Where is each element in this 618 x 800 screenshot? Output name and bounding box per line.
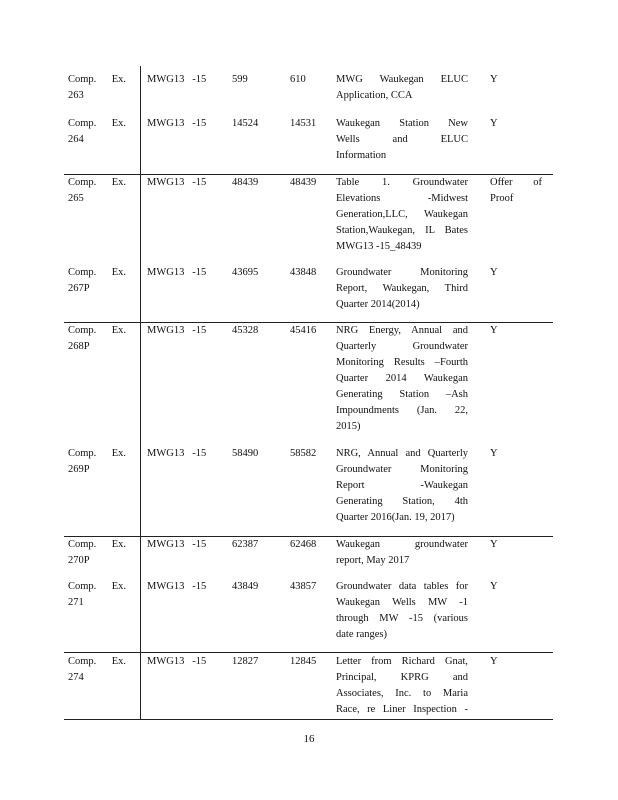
- bates-end-cell: 58582: [290, 448, 317, 459]
- status-cell: [490, 116, 542, 132]
- status-cell: [490, 72, 542, 88]
- exhibit-cell: [68, 72, 126, 104]
- description-line: report, May 2017: [336, 555, 410, 566]
- bates-start-cell: 43849: [232, 581, 259, 592]
- description-line: Waukegan groundwater: [336, 539, 468, 550]
- exhibit-cell: [68, 446, 126, 478]
- exhibit-prefix: Comp.: [68, 267, 97, 278]
- status-line: Y: [490, 448, 498, 459]
- description-cell: [336, 265, 468, 313]
- description-line: Information: [336, 150, 387, 161]
- description-line: Application, CCA: [336, 90, 413, 101]
- exhibit-label: [68, 116, 126, 132]
- description-line: Groundwater data tables for: [336, 581, 468, 592]
- exhibit-label: [68, 579, 126, 595]
- description-line: MWG Waukegan ELUC: [336, 74, 468, 85]
- exhibit-number: 267P: [68, 283, 90, 294]
- description-line: 2015): [336, 421, 361, 432]
- description-line: Monitoring Results –Fourth: [336, 357, 468, 368]
- description-line: Quarter 2014(2014): [336, 299, 420, 310]
- doc-group-cell: MWG13 -15: [147, 539, 207, 550]
- description-line: Generation,LLC, Waukegan: [336, 209, 468, 220]
- description-cell: [336, 579, 468, 643]
- description-line: Report, Waukegan, Third: [336, 283, 468, 294]
- bates-end-cell: 14531: [290, 118, 317, 129]
- exhibit-label: [68, 537, 126, 553]
- description-line: Principal, KPRG and: [336, 672, 468, 683]
- status-cell: [490, 579, 542, 595]
- description-line: Impoundments (Jan. 22,: [336, 405, 468, 416]
- exhibit-number: 268P: [68, 341, 90, 352]
- status-line: Y: [490, 656, 498, 667]
- exhibit-prefix: Comp.: [68, 177, 97, 188]
- exhibit-cell: [68, 537, 126, 569]
- description-line: NRG Energy, Annual and: [336, 325, 468, 336]
- status-line: Y: [490, 267, 498, 278]
- exhibit-number: 270P: [68, 555, 90, 566]
- exhibit-label: [68, 265, 126, 281]
- bates-start-cell: 12827: [232, 656, 259, 667]
- exhibit-prefix: Comp.: [68, 118, 97, 129]
- description-line: MWG13 -15_48439: [336, 241, 422, 252]
- description-line: Waukegan Station New: [336, 118, 468, 129]
- description-line: Groundwater Monitoring: [336, 267, 468, 278]
- exhibit-cell: [68, 323, 126, 355]
- exhibit-prefix: Comp.: [68, 325, 97, 336]
- description-cell: [336, 537, 468, 569]
- exhibit-abbrev: Ex.: [111, 74, 126, 85]
- exhibit-abbrev: Ex.: [111, 448, 126, 459]
- description-line: Station,Waukegan, IL Bates: [336, 225, 468, 236]
- exhibit-abbrev: Ex.: [111, 539, 126, 550]
- bates-start-cell: 45328: [232, 325, 259, 336]
- bates-end-cell: 48439: [290, 177, 317, 188]
- exhibit-cell: [68, 654, 126, 686]
- status-cell: [490, 265, 542, 281]
- bates-end-cell: 43857: [290, 581, 317, 592]
- bates-end-cell: 12845: [290, 656, 317, 667]
- bates-end-cell: 45416: [290, 325, 317, 336]
- description-line: Table 1. Groundwater: [336, 177, 468, 188]
- exhibit-abbrev: Ex.: [111, 267, 126, 278]
- description-line: Associates, Inc. to Maria: [336, 688, 468, 699]
- bates-end-cell: 610: [290, 74, 306, 85]
- description-line: date ranges): [336, 629, 388, 640]
- exhibit-prefix: Comp.: [68, 539, 97, 550]
- exhibit-prefix: Comp.: [68, 581, 97, 592]
- exhibit-abbrev: Ex.: [111, 656, 126, 667]
- description-line: Wells and ELUC: [336, 134, 468, 145]
- doc-group-cell: MWG13 -15: [147, 325, 207, 336]
- status-cell: [490, 654, 542, 670]
- doc-group-cell: MWG13 -15: [147, 656, 207, 667]
- exhibit-number: 263: [68, 90, 84, 101]
- description-line: Quarter 2014 Waukegan: [336, 373, 468, 384]
- exhibit-label: [68, 323, 126, 339]
- bates-start-cell: 14524: [232, 118, 259, 129]
- page-number: 16: [303, 733, 315, 745]
- exhibit-abbrev: Ex.: [111, 581, 126, 592]
- description-line: through MW -15 (various: [336, 613, 468, 624]
- exhibit-prefix: Comp.: [68, 656, 97, 667]
- description-line: Generating Station –Ash: [336, 389, 468, 400]
- exhibit-abbrev: Ex.: [111, 118, 126, 129]
- doc-group-cell: MWG13 -15: [147, 581, 207, 592]
- bates-start-cell: 599: [232, 74, 248, 85]
- description-line: Quarterly Groundwater: [336, 341, 468, 352]
- status-word: of: [533, 177, 542, 188]
- exhibit-label: [68, 175, 126, 191]
- description-line: Generating Station, 4th: [336, 496, 468, 507]
- description-cell: [336, 116, 468, 164]
- status-cell: [490, 175, 542, 207]
- bates-start-cell: 62387: [232, 539, 259, 550]
- exhibit-cell: [68, 579, 126, 611]
- exhibit-prefix: Comp.: [68, 74, 97, 85]
- exhibit-number: 274: [68, 672, 84, 683]
- description-line: Race, re Liner Inspection -: [336, 704, 468, 715]
- status-word: Offer: [490, 177, 513, 188]
- description-cell: [336, 175, 468, 255]
- bates-start-cell: 58490: [232, 448, 259, 459]
- exhibit-number: 271: [68, 597, 84, 608]
- status-cell: [490, 537, 542, 553]
- description-cell: [336, 323, 468, 435]
- description-line: Groundwater Monitoring: [336, 464, 468, 475]
- exhibit-abbrev: Ex.: [111, 325, 126, 336]
- exhibit-cell: [68, 175, 126, 207]
- description-line: Quarter 2016(Jan. 19, 2017): [336, 512, 455, 523]
- bates-start-cell: 48439: [232, 177, 259, 188]
- exhibit-prefix: Comp.: [68, 448, 97, 459]
- bates-end-cell: 62468: [290, 539, 317, 550]
- status-line: Y: [490, 539, 498, 550]
- exhibit-number: 265: [68, 193, 84, 204]
- description-line: Elevations -Midwest: [336, 193, 468, 204]
- status-cell: [490, 323, 542, 339]
- description-cell: [336, 446, 468, 526]
- exhibit-label: [68, 654, 126, 670]
- description-line: NRG, Annual and Quarterly: [336, 448, 468, 459]
- status-line: [490, 175, 542, 191]
- bates-start-cell: 43695: [232, 267, 259, 278]
- doc-group-cell: MWG13 -15: [147, 448, 207, 459]
- exhibit-label: [68, 446, 126, 462]
- description-line: Letter from Richard Gnat,: [336, 656, 468, 667]
- description-cell: [336, 72, 468, 104]
- status-line: Y: [490, 325, 498, 336]
- exhibit-cell: [68, 116, 126, 148]
- row-separator: [64, 652, 553, 653]
- status-cell: [490, 446, 542, 462]
- description-line: Waukegan Wells MW -1: [336, 597, 468, 608]
- column-divider: [140, 66, 141, 720]
- exhibit-abbrev: Ex.: [111, 177, 126, 188]
- doc-group-cell: MWG13 -15: [147, 118, 207, 129]
- doc-group-cell: MWG13 -15: [147, 74, 207, 85]
- status-line: Y: [490, 74, 498, 85]
- doc-group-cell: MWG13 -15: [147, 267, 207, 278]
- exhibit-number: 264: [68, 134, 84, 145]
- exhibit-number: 269P: [68, 464, 90, 475]
- bates-end-cell: 43848: [290, 267, 317, 278]
- exhibit-cell: [68, 265, 126, 297]
- description-line: Report -Waukegan: [336, 480, 468, 491]
- description-cell: [336, 654, 468, 718]
- status-line: Y: [490, 118, 498, 129]
- status-line: Y: [490, 581, 498, 592]
- row-separator: [64, 719, 553, 720]
- doc-group-cell: MWG13 -15: [147, 177, 207, 188]
- status-line: Proof: [490, 193, 514, 204]
- exhibit-label: [68, 72, 126, 88]
